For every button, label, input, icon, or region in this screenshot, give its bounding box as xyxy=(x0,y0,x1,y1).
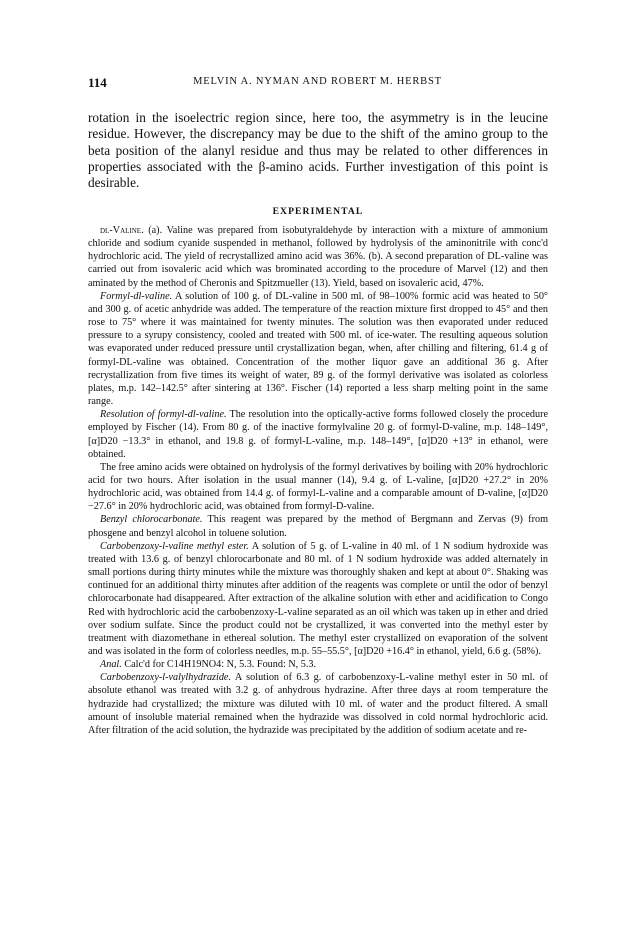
intro-paragraph: rotation in the isoelectric region since, here too, the asymmetry is in the leucine residue. However, the discrepancy may be due to the shift of the amino group to the beta position of the alanyl residue and thus may be related to other differences in properties associated with the β-amino acids. Further investigation of this point is desirable. xyxy=(88,110,548,191)
paragraph-benzyl-chlorocarbonate xyxy=(88,513,548,539)
paragraph-text: A solution of 5 g. of L-valine in 40 ml. of 1 N sodium hydroxide was treated with 13.6 g. of benzyl chlorocarbonate and 80 ml. of 1 N sodium hydroxide was added alternately in small portions during thirty minutes while the mixture was thoroughly shaken and kept at about 0°. Shaking was continued for an additional thirty minutes after addition of the reagents was complete or until the odor of benzyl chlorocarbonate had disappeared. After extraction of the alkaline solution with ether and acidification to Congo Red with hydrochloric acid the carbobenzoxy-L-valine separated as an oil which was taken up in ether and dried over sodium sulfate. Since the product could not be crystallized, it was converted into the methyl ester by treatment with diazomethane in ethereal solution. The methyl ester crystallized on evaporation of the solvent and was isolated in the form of colorless needles, m.p. 55–55.5°, [α]D20 +16.4° in ethanol, yield, 6.6 g. (58%). xyxy=(88,540,549,657)
paragraph-text: Calc'd for C14H19NO4: N, 5.3. Found: N, 5.3. xyxy=(121,659,317,671)
section-heading: EXPERIMENTAL xyxy=(272,206,364,217)
paragraph-dl-valine xyxy=(88,224,548,290)
paragraph-text: (a). Valine was prepared from isobutyraldehyde by interaction with a mixture of ammonium chloride and sodium cyanide suspended in methanol, followed by hydrolysis of the aminonitrile with conc'd hydrochloric acid. The yield of recrystallized amino acid was 36%. (b). A second preparation of DL-valine was carried out from isovaleric acid which was brominated according to the procedure of Marvel (12) and then aminated by the method of Cheronis and Spitzmueller (13). Yield, based on isovaleric acid, 47%. xyxy=(88,225,548,289)
page-number: 114 xyxy=(88,75,107,90)
paragraph-valylhydrazide xyxy=(88,671,548,737)
paragraph-lead: Resolution of formyl-dl-valine. xyxy=(100,409,227,421)
paragraph-lead: Benzyl chlorocarbonate. xyxy=(100,514,203,526)
paragraph-analysis xyxy=(88,658,548,671)
paragraph-methyl-ester xyxy=(88,540,548,658)
experimental-body xyxy=(88,224,548,737)
paragraph-text: The resolution into the optically-active forms followed closely the procedure employed by Fischer (14). From 80 g. of the inactive formylvaline 20 g. of formyl-D-valine, m.p. 148–149°, [α]D20 −13.3° in ethanol, and 19.8 g. of formyl-L-valine, m.p. 148–149°, [α]D20 +13° in ethanol, were obtained. xyxy=(88,409,548,460)
paragraph-formyl-dl-valine xyxy=(88,290,548,408)
paragraph-lead: dl-Valine. xyxy=(100,225,144,236)
paragraph-lead: Formyl-dl-valine. xyxy=(100,290,173,302)
paragraph-lead: Carbobenzoxy-l-valylhydrazide. xyxy=(100,672,231,684)
paragraph-text: The free amino acids were obtained on hydrolysis of the formyl derivatives by boiling with 20% hydrochloric acid for two hours. After isolation in the usual manner (14), 9.4 g. of L-valine, [α]D20 +27.2° in 20% hydrochloric acid, was obtained from 14.4 g. of formyl-L-valine and a comparable amount of D-valine, [α]D20 −27.6° in 20% hydrochloric acid, was obtained from formyl-D-valine. xyxy=(88,461,548,513)
paragraph-lead: Anal. xyxy=(100,659,122,671)
paragraph-lead: Carbobenzoxy-l-valine methyl ester. xyxy=(100,540,249,552)
paragraph-text: A solution of 100 g. of DL-valine in 500 ml. of 98–100% formic acid was heated to 50° and 300 g. of acetic anhydride was added. The temperature of the reaction mixture first dropped to 45° and then rose to 75° where it was maintained for twenty minutes. The solution was then evaporated under reduced pressure to a syrupy consistency, cooled and treated with 500 ml. of ice-water. The resulting aqueous solution was evaporated under reduced pressure until crystallization began, when, after chilling and filtering, 61.4 g of formyl-DL-valine was obtained. Concentration of the mother liquor gave an additional 36 g. After recrystallization from five times its weight of water, 89 g. of the formyl derivative was isolated as colorless plates, m.p. 142–142.5° after sintering at 136°. Fischer (14) reported a less sharp melting point in the same range. xyxy=(88,290,548,408)
paragraph-resolution xyxy=(88,408,548,461)
paragraph-text: A solution of 6.3 g. of carbobenzoxy-L-valine methyl ester in 50 ml. of absolute ethanol was treated with 3.2 g. of anhydrous hydrazine. After three days at room temperature the hydrazide had crystallized; the mixture was diluted with 10 ml. of water and the product filtered. A small amount of insoluble material remained when the hydrazide was dissolved in cold normal hydrochloric acid. After filtration of the acid solution, the hydrazide was precipitated by the addition of sodium acetate and re- xyxy=(88,672,548,736)
paragraph-free-amino-acids xyxy=(88,461,548,514)
page-header xyxy=(88,75,547,91)
paragraph-text: This reagent was prepared by the method of Bergmann and Zervas (9) from phosgene and benzyl alcohol in toluene solution. xyxy=(88,514,548,539)
running-head: MELVIN A. NYMAN AND ROBERT M. HERBST xyxy=(193,76,442,87)
